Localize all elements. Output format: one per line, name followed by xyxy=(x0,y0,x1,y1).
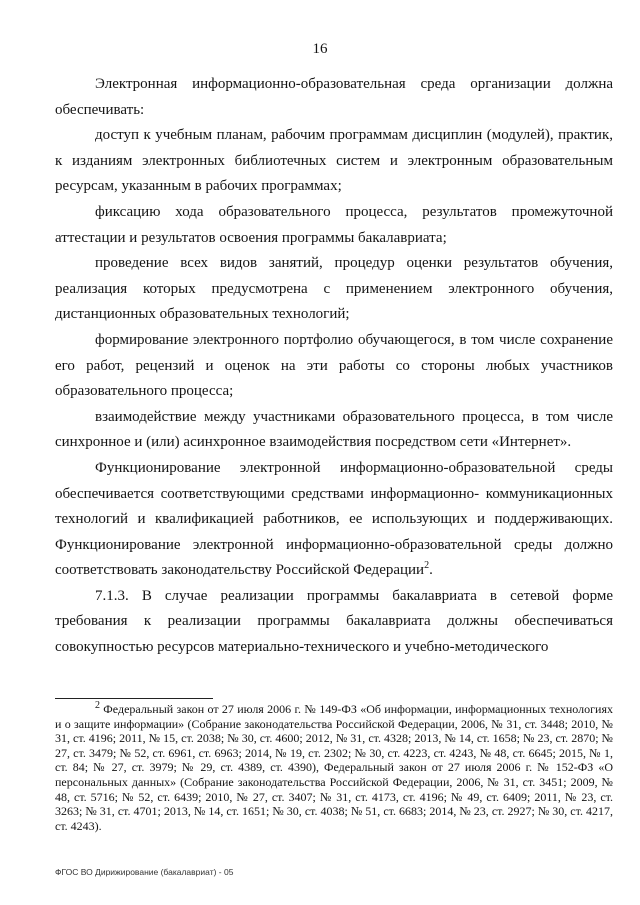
paragraph-interaction: взаимодействие между участниками образовательного процесса, в том числе синхронное и (или) асинхронное взаимодействия посредством сети «Интернет». xyxy=(55,408,613,451)
paragraph-network-form: 7.1.3. В случае реализации программы бакалавриата в сетевой форме требования к реализации программы бакалавриата должны обеспечиваться совокупностью ресурсов материально-технического и учебно-методического xyxy=(55,587,613,656)
paragraph-functioning xyxy=(55,456,613,584)
paragraph-portfolio: формирование электронного портфолио обучающегося, в том числе сохранение его работ, рецензий и оценок на эти работы со стороны любых участников образовательного процесса; xyxy=(55,331,613,400)
paragraph-access: доступ к учебным планам, рабочим программам дисциплин (модулей), практик, к изданиям электронных библиотечных систем и электронным образовательным ресурсам, указанным в рабочих программах; xyxy=(55,127,613,195)
footnote-text: Федеральный закон от 27 июля 2006 г. № 149-ФЗ «Об информации, информационных технологиях и о защите информации» (Собрание законодательства Российской Федерации, 2006, № 31, ст. 3448; 2010, № 31, ст. 4196; 2011, № 15, ст. 2038; № 30, ст. 4600; 2012, № 31, ст. 4328; 2013, № 14, ст. 1658; № 23, ст. 2870; № 27, ст. 3479; № 52, ст. 6961, ст. 6963; 2014, № 19, ст. 2302; № 30, ст. 4223, ст. 4243, № 48, ст. 6645; 2015, № 1, ст. 84; № 27, ст. 3979; № 29, ст. 4389, ст. 4390), Федеральный закон от 27 июля 2006 г. № 152-ФЗ «О персональных данных» (Собрание законодательства Российской Федерации, 2006, № 31, ст. 3451; 2009, № 48, ст. 5716; № 52, ст. 6439; 2010, № 27, ст. 3407; № 31, ст. 4173, ст. 4196; № 49, ст. 6409; 2011, № 23, ст. 3263; № 31, ст. 4701; 2013, № 14, ст. 1651; № 30, ст. 4038; № 51, ст. 6683; 2014, № 23, ст. 2927; № 30, ст. 4217, ст. 4243). xyxy=(55,702,613,833)
footnote-reference[interactable]: 2 xyxy=(424,560,430,572)
paragraph-functioning-text: Функционирование электронной информационно-образовательной среды обеспечивается соответствующими средствами информационно- коммуникационных технологий и квалификацией работников, ее использующих и поддерживающих. Функционирование электронной информационно-образовательной среды должно соответствовать законодательству Российской Федерации xyxy=(55,459,613,579)
page-number: 16 xyxy=(312,41,328,57)
paragraph-recording: фиксацию хода образовательного процесса, результатов промежуточной аттестации и результатов освоения программы бакалавриата; xyxy=(55,203,613,246)
footer-label: ФГОС ВО Дирижирование (бакалавриат) - 05 xyxy=(55,867,234,877)
footnote xyxy=(55,702,613,833)
paragraph-intro: Электронная информационно-образовательная среда организации должна обеспечивать: xyxy=(55,76,613,118)
footnote-separator xyxy=(55,698,213,699)
paragraph-functioning-end: . xyxy=(429,562,433,579)
body-text xyxy=(55,72,613,661)
paragraph-classes: проведение всех видов занятий, процедур оценки результатов обучения, реализация которых предусмотрена с применением электронного обучения, дистанционных образовательных технологий; xyxy=(55,255,613,323)
footnote-marker: 2 xyxy=(95,700,100,711)
